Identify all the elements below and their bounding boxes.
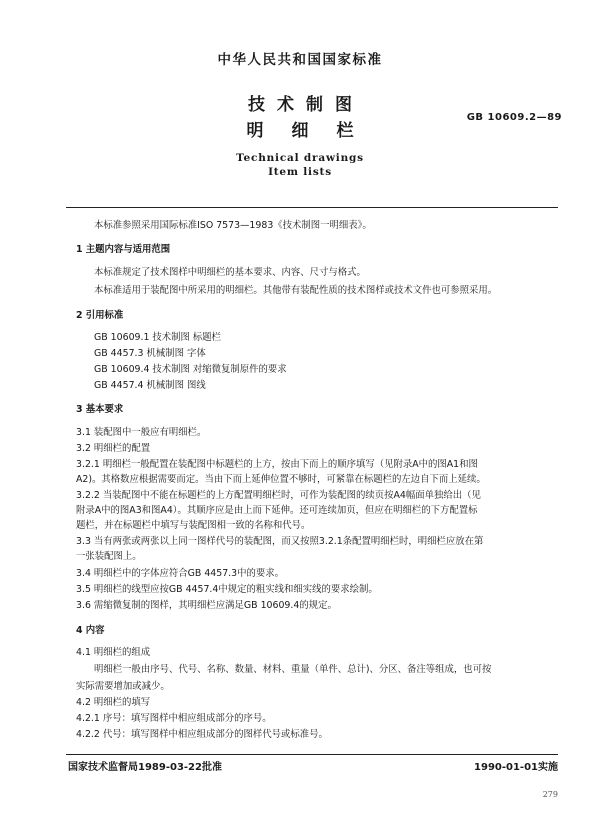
clause-line: 3.2.1 明细栏一般配置在装配图中标题栏的上方，按由下而上的顺序填写（见附录A中的图A1和图 [76,459,478,470]
standard-number: GB 10609.2—89 [466,112,562,123]
approval-date: 国家技术监督局1989-03-22批准 [68,762,222,773]
clause-line: A2)。其格数应根据需要而定。当由下而上延伸位置不够时，可紧靠在标题栏的左边自下而上延续。 [76,474,486,485]
clause-line: 3.3 当有两张或两张以上同一图样代号的装配图，而又按照3.2.1条配置明细栏时，明细栏应放在第 [76,536,484,547]
document-title-line2: 明细栏 [246,121,382,141]
section-1-line: 本标准规定了技术图样中明细栏的基本要求、内容、尺寸与格式。 [94,267,366,278]
intro-text: 本标准参照采用国际标准ISO 7573—1983《技术制图一明细表》。 [94,220,372,231]
clause-line: 4.1 明细栏的组成 [76,647,151,658]
footer-divider [66,754,558,755]
clause-line: 4.2 明细栏的填写 [76,697,151,708]
section-2-heading: 2 引用标准 [76,310,124,321]
reference-item: GB 4457.3 机械制图 字体 [94,348,206,359]
reference-item: GB 10609.4 技术制图 对缩微复制原件的要求 [94,364,287,375]
document-title-line1: 技术制图 [248,95,364,115]
clause-line: 3.4 明细栏中的字体应符合GB 4457.3中的要求。 [76,568,284,579]
clause-line: 4.2.2 代号：填写图样中相应组成部分的图样代号或标准号。 [76,729,328,740]
clause-line: 附录A中的图A3和图A4）。其顺序应是由上而下延伸。还可连续加页，但应在明细栏的下方配置标 [76,505,478,516]
clause-line: 题栏，并在标题栏中填写与装配图相一致的名称和代号。 [76,520,311,531]
clause-line: 3.5 明细栏的线型应按GB 4457.4中规定的粗实线和细实线的要求绘制。 [76,584,378,595]
page-number: 279 [542,790,558,799]
clause-line: 明细栏一般由序号、代号、名称、数量、材料、重量（单件、总计)、分区、备注等组成，也可按 [94,664,492,675]
implementation-date: 1990-01-01实施 [474,762,558,773]
section-1-heading: 1 主题内容与适用范围 [76,244,171,255]
clause-line: 3.6 需缩微复制的图样，其明细栏应满足GB 10609.4的规定。 [76,600,337,611]
section-3-heading: 3 基本要求 [76,404,124,415]
reference-item: GB 4457.4 机械制图 图线 [94,380,206,391]
clause-line: 实际需要增加或减少。 [76,681,170,692]
reference-item: GB 10609.1 技术制图 标题栏 [94,332,222,343]
english-title-line1: Technical drawings [236,152,364,164]
section-4-heading: 4 内容 [76,625,105,636]
clause-line: 一张装配图上。 [76,551,142,562]
issuing-authority: 中华人民共和国国家标准 [217,52,383,68]
english-title-line2: Item lists [268,166,332,178]
clause-line: 3.1 装配图中一般应有明细栏。 [76,427,207,438]
section-1-line: 本标准适用于装配图中所采用的明细栏。其他带有装配性质的技术图样或技术文件也可参照采用。 [94,285,498,296]
clause-line: 4.2.1 序号：填写图样中相应组成部分的序号。 [76,713,272,724]
clause-line: 3.2.2 当装配图中不能在标题栏的上方配置明细栏时，可作为装配图的续页按A4幅面单独给出（见 [76,490,481,501]
header-divider [66,207,558,208]
clause-line: 3.2 明细栏的配置 [76,443,151,454]
